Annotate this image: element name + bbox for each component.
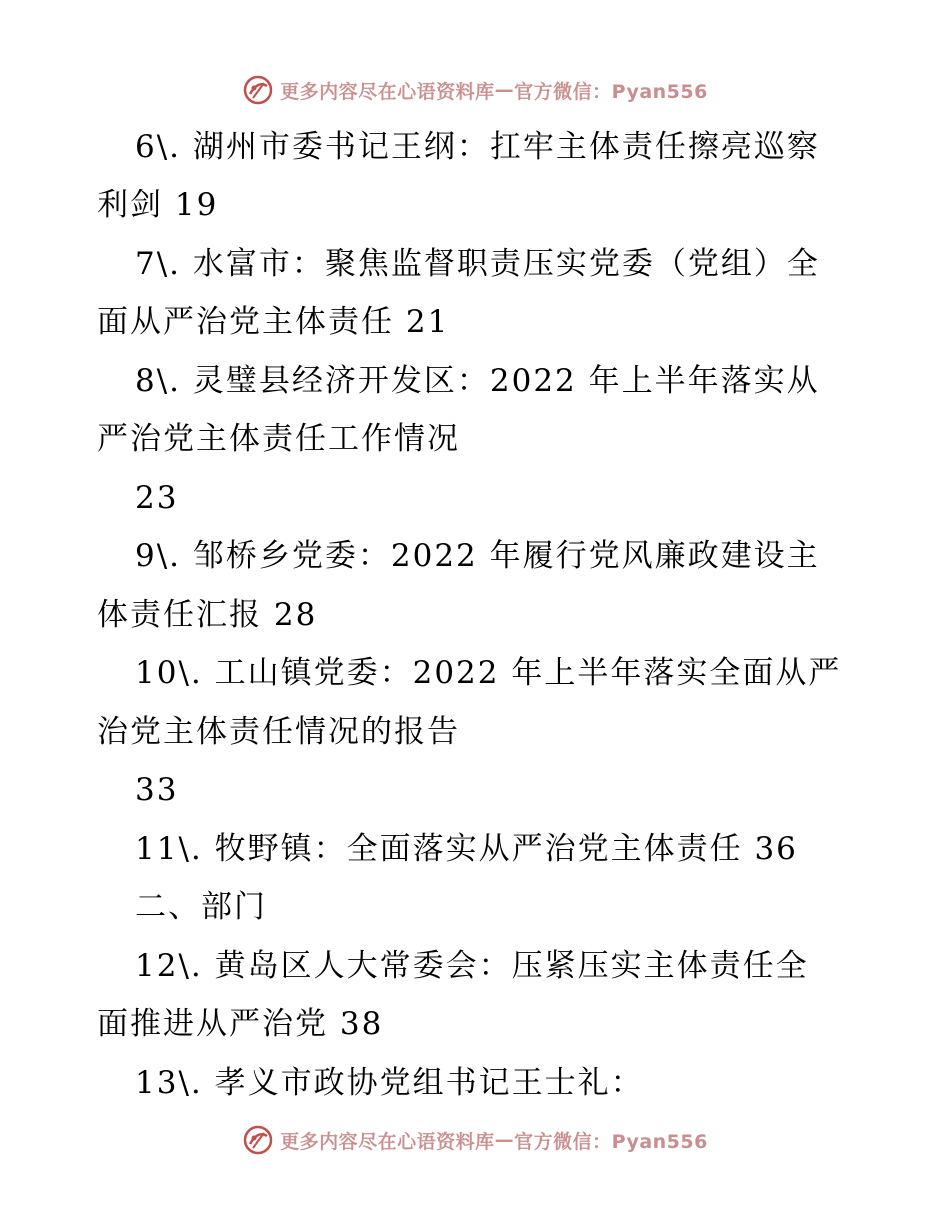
header-brand-text: 更多内容尽在心语资料库 — [280, 80, 495, 103]
logo-icon — [242, 1124, 274, 1156]
toc-line: 利剑 19 — [97, 187, 219, 223]
section-heading: 二、部门 — [135, 889, 267, 925]
toc-line: 面从严治党主体责任 21 — [97, 304, 450, 340]
footer-wechat-text: 官方微信：Pyan556 — [514, 1130, 708, 1153]
toc-line: 10\. 工山镇党委：2022 年上半年落实全面从严 — [135, 655, 842, 691]
toc-line: 6\. 湖州市委书记王纲：扛牢主体责任擦亮巡察 — [135, 129, 820, 165]
toc-line: 9\. 邹桥乡党委：2022 年履行党风廉政建设主 — [135, 538, 820, 574]
toc-line: 体责任汇报 28 — [97, 597, 318, 633]
header-dash: — — [494, 79, 515, 101]
header-wechat-text: 官方微信：Pyan556 — [514, 80, 708, 103]
toc-line: 治党主体责任情况的报告 — [97, 714, 460, 750]
toc-line: 7\. 水富市：聚焦监督职责压实党委（党组）全 — [135, 246, 820, 282]
footer-banner — [0, 1120, 950, 1160]
toc-line: 面推进从严治党 38 — [97, 1006, 384, 1042]
toc-line: 12\. 黄岛区人大常委会：压紧压实主体责任全 — [135, 948, 809, 984]
toc-line: 23 — [135, 480, 179, 516]
toc-line: 13\. 孝义市政协党组书记王士礼： — [135, 1065, 644, 1101]
toc-line: 33 — [135, 772, 179, 808]
toc-line: 严治党主体责任工作情况 — [97, 421, 460, 457]
toc-line: 11\. 牧野镇：全面落实从严治党主体责任 36 — [135, 831, 798, 867]
footer-brand-text: 更多内容尽在心语资料库 — [280, 1130, 495, 1153]
footer-dash: — — [494, 1129, 515, 1151]
toc-line: 8\. 灵璧县经济开发区：2022 年上半年落实从 — [135, 363, 820, 399]
